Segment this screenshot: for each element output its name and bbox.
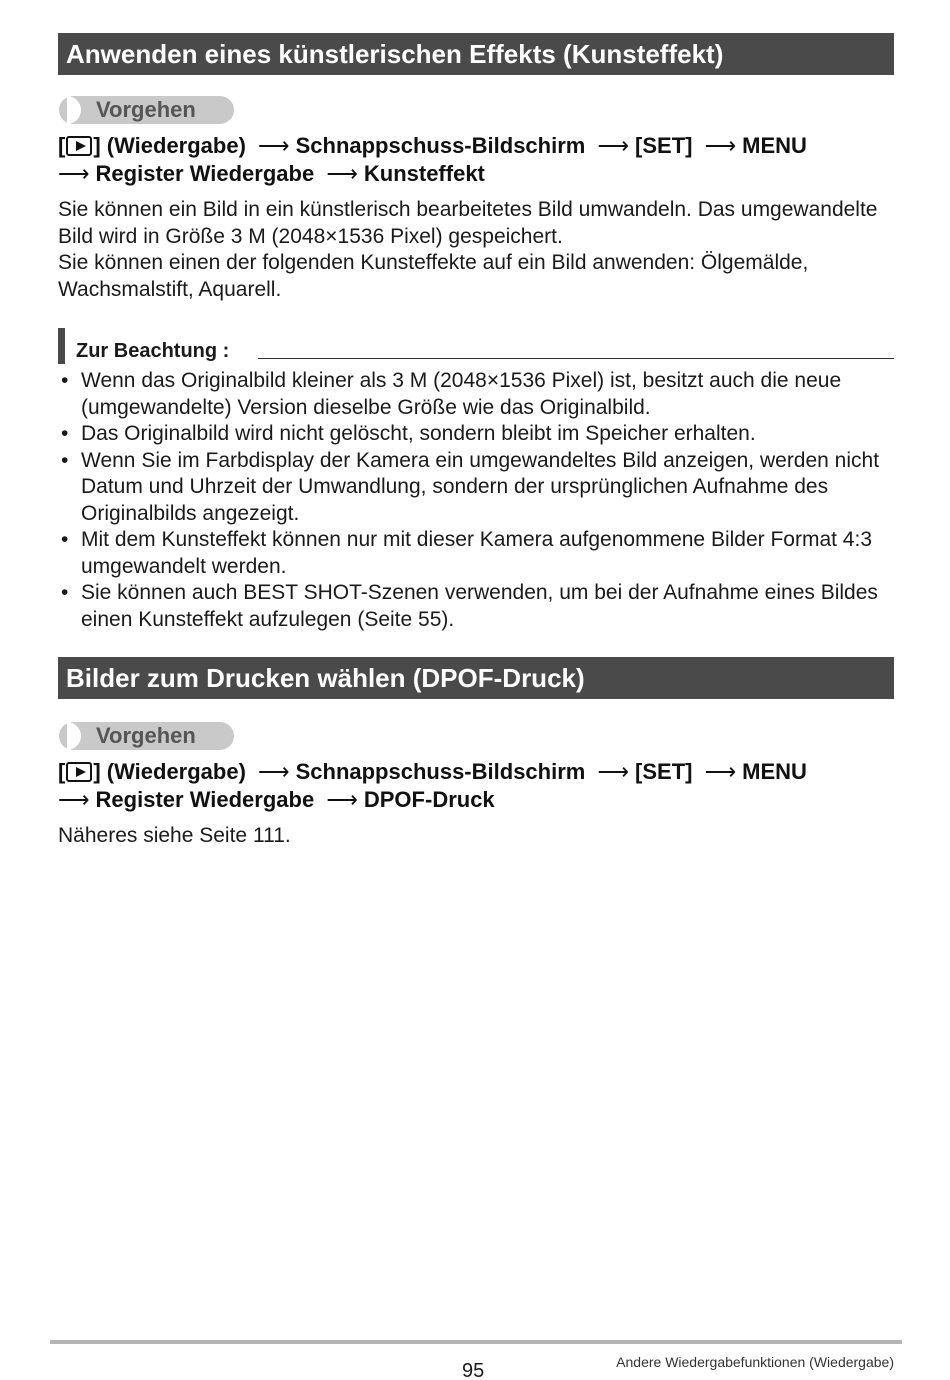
note-marker — [58, 328, 65, 364]
path-kunsteffekt: Kunsteffekt — [363, 161, 485, 186]
note-heading — [58, 328, 894, 364]
badge-notch — [67, 96, 81, 124]
path-line-2 — [58, 786, 898, 814]
procedure-badge — [59, 96, 234, 124]
section-title-dpof: Bilder zum Drucken wählen (DPOF-Druck) — [58, 657, 894, 699]
path-menu: MENU — [742, 133, 807, 158]
note-item: • Das Originalbild wird nicht gelöscht, sondern bleibt im Speicher erhalten. — [58, 421, 898, 448]
chapter-label: Andere Wiedergabefunktionen (Wiedergabe) — [616, 1354, 894, 1370]
path-set: [SET] — [635, 759, 693, 784]
navigation-path-1 — [58, 132, 898, 188]
path-menu: MENU — [742, 759, 807, 784]
page-number: 95 — [462, 1360, 485, 1380]
navigation-path-2 — [58, 758, 898, 814]
arrow-right-icon: ⟶ — [326, 787, 358, 812]
note-rule — [258, 358, 894, 359]
arrow-right-icon: ⟶ — [597, 133, 630, 158]
badge-notch — [67, 722, 81, 750]
path-register-wiedergabe: Register Wiedergabe — [95, 161, 315, 186]
open-bracket: [ — [58, 759, 66, 784]
body-paragraph: Sie können einen der folgenden Kunsteffekte auf ein Bild anwenden: Ölgemälde, Wachsmalstift, Aquarell. — [58, 251, 809, 301]
path-wiedergabe: ] (Wiedergabe) — [93, 133, 246, 158]
procedure-badge — [59, 722, 234, 750]
path-line-1 — [58, 132, 898, 160]
arrow-right-icon: ⟶ — [326, 161, 358, 186]
arrow-right-icon: ⟶ — [597, 759, 630, 784]
footer-divider — [50, 1340, 902, 1344]
arrow-right-icon: ⟶ — [704, 759, 737, 784]
path-snapshot-screen: Schnappschuss-Bildschirm — [295, 133, 586, 158]
arrow-right-icon: ⟶ — [58, 787, 90, 812]
procedure-label: Vorgehen — [96, 723, 196, 748]
note-item: • Wenn Sie im Farbdisplay der Kamera ein umgewandeltes Bild anzeigen, werden nicht Datum und Uhrzeit der Umwandlung, sondern der ursprünglichen Aufnahme des Originalbilds angezeigt. — [58, 448, 898, 528]
play-icon — [66, 762, 92, 782]
procedure-label: Vorgehen — [96, 97, 196, 122]
note-list — [58, 368, 898, 633]
body-paragraph: Näheres siehe Seite 111. — [58, 824, 291, 847]
note-item: • Wenn das Originalbild kleiner als 3 M (2048×1536 Pixel) ist, besitzt auch die neue (umgewandelte) Version dieselbe Größe wie das Originalbild. — [58, 368, 898, 421]
note-item: • Mit dem Kunsteffekt können nur mit dieser Kamera aufgenommene Bilder Format 4:3 umgewandelt werden. — [58, 527, 898, 580]
open-bracket: [ — [58, 133, 66, 158]
arrow-right-icon: ⟶ — [704, 133, 737, 158]
arrow-right-icon: ⟶ — [258, 133, 290, 158]
note-title: Zur Beachtung : — [76, 340, 230, 362]
play-icon — [66, 136, 92, 156]
path-line-2 — [58, 160, 898, 188]
note-item: • Sie können auch BEST SHOT-Szenen verwenden, um bei der Aufnahme eines Bildes einen Kunsteffekt aufzulegen (Seite 55). — [58, 580, 898, 633]
section-title-kunsteffekt: Anwenden eines künstlerischen Effekts (Kunsteffekt) — [58, 33, 894, 75]
arrow-right-icon: ⟶ — [258, 759, 290, 784]
path-set: [SET] — [635, 133, 693, 158]
path-register-wiedergabe: Register Wiedergabe — [95, 787, 315, 812]
path-dpof-druck: DPOF-Druck — [363, 787, 495, 812]
path-snapshot-screen: Schnappschuss-Bildschirm — [295, 759, 586, 784]
arrow-right-icon: ⟶ — [58, 161, 90, 186]
body-paragraph: Sie können ein Bild in ein künstlerisch bearbeitetes Bild umwandeln. Das umgewandelte Bild wird in Größe 3 M (2048×1536 Pixel) gespeichert. — [58, 198, 878, 248]
path-line-1 — [58, 758, 898, 786]
path-wiedergabe: ] (Wiedergabe) — [93, 759, 246, 784]
